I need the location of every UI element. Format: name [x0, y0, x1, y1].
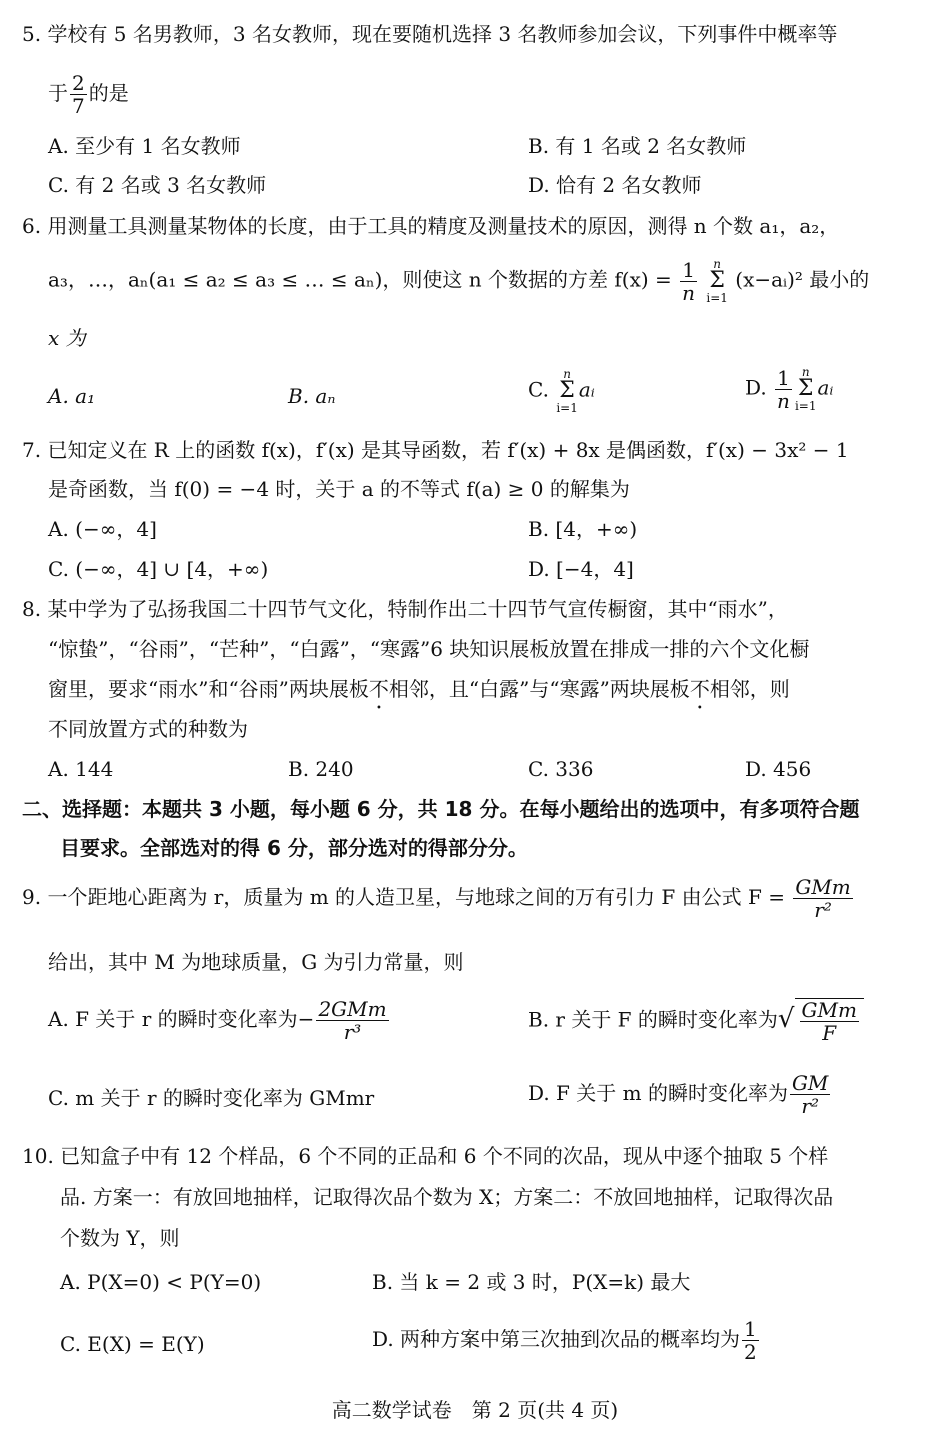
q8-emphasis-not-2: 不: [689, 677, 710, 701]
q5-frac-num: 2: [72, 71, 85, 95]
q6-sum-bot: i=1: [706, 291, 728, 305]
q6-optc-label: C.: [528, 377, 549, 402]
q7-option-a: A. (−∞，4]: [48, 517, 157, 541]
q9-optd-pre: D. F 关于 m 的瞬时变化率为: [528, 1081, 788, 1105]
sigma-icon: Σ: [797, 376, 814, 401]
q9-formula-fraction: [793, 876, 852, 921]
q6-optd-sum-top: n: [801, 365, 810, 379]
q6-optd-sum-bot: i=1: [794, 399, 817, 413]
q6-option-d: [745, 366, 833, 412]
q5-option-c: C. 有 2 名或 3 名女教师: [48, 173, 267, 197]
q8-emphasis-not-1: 不: [368, 677, 389, 701]
q9-optb-pre: B. r 关于 F 的瞬时变化率为: [528, 1007, 778, 1032]
q6-optd-fraction: [775, 367, 792, 412]
q7-option-c: C. (−∞，4] ∪ [4，+∞): [48, 557, 269, 581]
q7-option-b: B. [4，+∞): [528, 517, 638, 541]
q8-line2: “惊蛰”，“谷雨”，“芒种”，“白露”，“寒露”6 块知识展板放置在排成一排的六个文化橱: [48, 637, 810, 661]
q9-optb-den: F: [822, 1021, 837, 1045]
q7-option-d: D. [−4，4]: [528, 557, 634, 581]
section2-heading: 二、选择题：本题共 3 小题，每小题 6 分，共 18 分。在每小题给出的选项中，有多项符合题: [22, 797, 860, 821]
q10-option-a: A. P(X=0) < P(Y=0): [60, 1270, 262, 1294]
q8-line4: 不同放置方式的种数为: [48, 717, 248, 741]
q6-sum-top: n: [713, 257, 722, 271]
q6-line2-pre: a₃，…，aₙ(a₁ ≤ a₂ ≤ a₃ ≤ … ≤ aₙ)，则使这 n 个数据的方差 f(x) =: [48, 267, 672, 292]
sigma-icon: Σ: [559, 378, 575, 403]
q9-f-num: GMm: [795, 875, 851, 899]
q9-option-b: [528, 998, 864, 1044]
q8-line3-e: 相邻，则: [709, 677, 790, 701]
q6-option-b: B. aₙ: [288, 384, 336, 408]
q6-optd-den: n: [777, 388, 790, 413]
q8-option-b: B. 240: [288, 757, 354, 781]
q8-line3-a: 窗里，要求“雨水”和“谷雨”两块展板: [48, 677, 369, 701]
q5-line2-pre: 于: [48, 81, 68, 105]
q5-line1: 5. 学校有 5 名男教师，3 名女教师，现在要随机选择 3 名教师参加会议，下列事件中概率等: [22, 22, 838, 46]
sqrt-icon: √ $\frac{\text{GMm}}{F}$: [778, 998, 864, 1044]
q6-fraction: [680, 259, 697, 304]
q9-optd-den: r²: [801, 1094, 819, 1118]
q7-line1: 7. 已知定义在 R 上的函数 f(x)，f′(x) 是其导函数，若 f′(x) + 8x 是偶函数，f′(x) − 3x² − 1: [22, 438, 849, 462]
q10-option-d: [372, 1318, 761, 1363]
q6-line2-post: (x−aᵢ)² 最小的: [735, 267, 870, 292]
q10-line3: 个数为 Y，则: [60, 1226, 180, 1250]
q6-optd-label: D.: [745, 375, 767, 400]
q9-opta-fraction: [316, 998, 388, 1043]
q9-option-c: C. m 关于 r 的瞬时变化率为 GMmr: [48, 1086, 375, 1110]
q9-optb-num: GMm: [801, 998, 857, 1022]
q9-opta-pre: A. F 关于 r 的瞬时变化率为−: [48, 1007, 315, 1031]
q8-line1: 8. 某中学为了弘扬我国二十四节气文化，特制作出二十四节气宣传橱窗，其中“雨水”，: [22, 597, 788, 621]
q6-optd-num: 1: [775, 367, 792, 390]
q9-optb-fraction: [800, 999, 859, 1044]
q10-option-b: B. 当 k = 2 或 3 时，P(X=k) 最大: [372, 1270, 691, 1294]
q8-option-a: A. 144: [48, 757, 114, 781]
q5-fraction: [70, 72, 87, 117]
q6-optc-term: aᵢ: [578, 377, 595, 402]
q9-option-d: [528, 1072, 832, 1117]
q6-sum-symbol: [706, 258, 728, 304]
q5-frac-den: 7: [72, 94, 85, 118]
q9-opta-num: 2GMm: [318, 997, 387, 1021]
q8-line3-c: 相邻，且“白露”与“寒露”两块展板: [388, 677, 690, 701]
q10-option-c: C. E(X) = E(Y): [60, 1332, 205, 1356]
q6-frac-den: n: [682, 280, 696, 305]
q9-line1-text: 9. 一个距地心距离为 r，质量为 m 的人造卫星，与地球之间的万有引力 F 由公式 F =: [22, 885, 785, 909]
q10-line2: 品. 方案一：有放回地抽样，记取得次品个数为 X；方案二：不放回地抽样，记取得次品: [60, 1185, 834, 1209]
page-footer: 高二数学试卷 第 2 页(共 4 页): [331, 1398, 619, 1422]
q6-optc-sum-bot: i=1: [556, 401, 578, 415]
q7-line2: 是奇函数，当 f(0) = −4 时，关于 a 的不等式 f(a) ≥ 0 的解集为: [48, 477, 630, 501]
q6-optc-sum-top: n: [563, 367, 571, 381]
q9-opta-den: r³: [343, 1020, 362, 1044]
q6-line1: 6. 用测量工具测量某物体的长度，由于工具的精度及测量技术的原因，测得 n 个数 a₁，a₂，: [22, 214, 840, 238]
q6-line3: x 为: [48, 326, 86, 350]
q10-line1: 10. 已知盒子中有 12 个样品，6 个不同的正品和 6 个不同的次品，现从中逐个抽取 5 个样: [22, 1144, 829, 1168]
q6-optc-sum: [556, 368, 578, 414]
q9-line1: [22, 876, 855, 921]
q8-option-d: D. 456: [745, 757, 812, 781]
q10-optd-den: 2: [744, 1340, 757, 1364]
sigma-icon: Σ: [709, 268, 725, 293]
q8-line3: [48, 677, 790, 701]
q5-line2: [48, 72, 129, 117]
q9-optd-num: GM: [791, 1071, 829, 1095]
q10-optd-fraction: [742, 1318, 759, 1363]
q10-optd-num: 1: [744, 1317, 757, 1341]
q10-optd-pre: D. 两种方案中第三次抽到次品的概率均为: [372, 1327, 741, 1351]
q9-line2: 给出，其中 M 为地球质量，G 为引力常量，则: [48, 950, 464, 974]
q6-optd-sum: [795, 366, 817, 412]
q5-option-a: A. 至少有 1 名女教师: [48, 134, 241, 158]
q6-optd-term: aᵢ: [817, 375, 834, 400]
q9-f-den: r²: [814, 898, 832, 922]
q5-option-b: B. 有 1 名或 2 名女教师: [528, 134, 747, 158]
section2-heading-line2: 目要求。全部选对的得 6 分，部分选对的得部分分。: [60, 836, 528, 860]
q9-optd-fraction: [790, 1072, 830, 1117]
q6-option-c: [528, 368, 595, 414]
q5-option-d: D. 恰有 2 名女教师: [528, 173, 702, 197]
q6-frac-num: 1: [680, 259, 697, 282]
q9-option-a: [48, 998, 391, 1043]
q8-option-c: C. 336: [528, 757, 594, 781]
q5-line2-post: 的是: [88, 81, 129, 105]
q6-line2: [48, 258, 869, 304]
q6-option-a: A. a₁: [48, 384, 96, 408]
